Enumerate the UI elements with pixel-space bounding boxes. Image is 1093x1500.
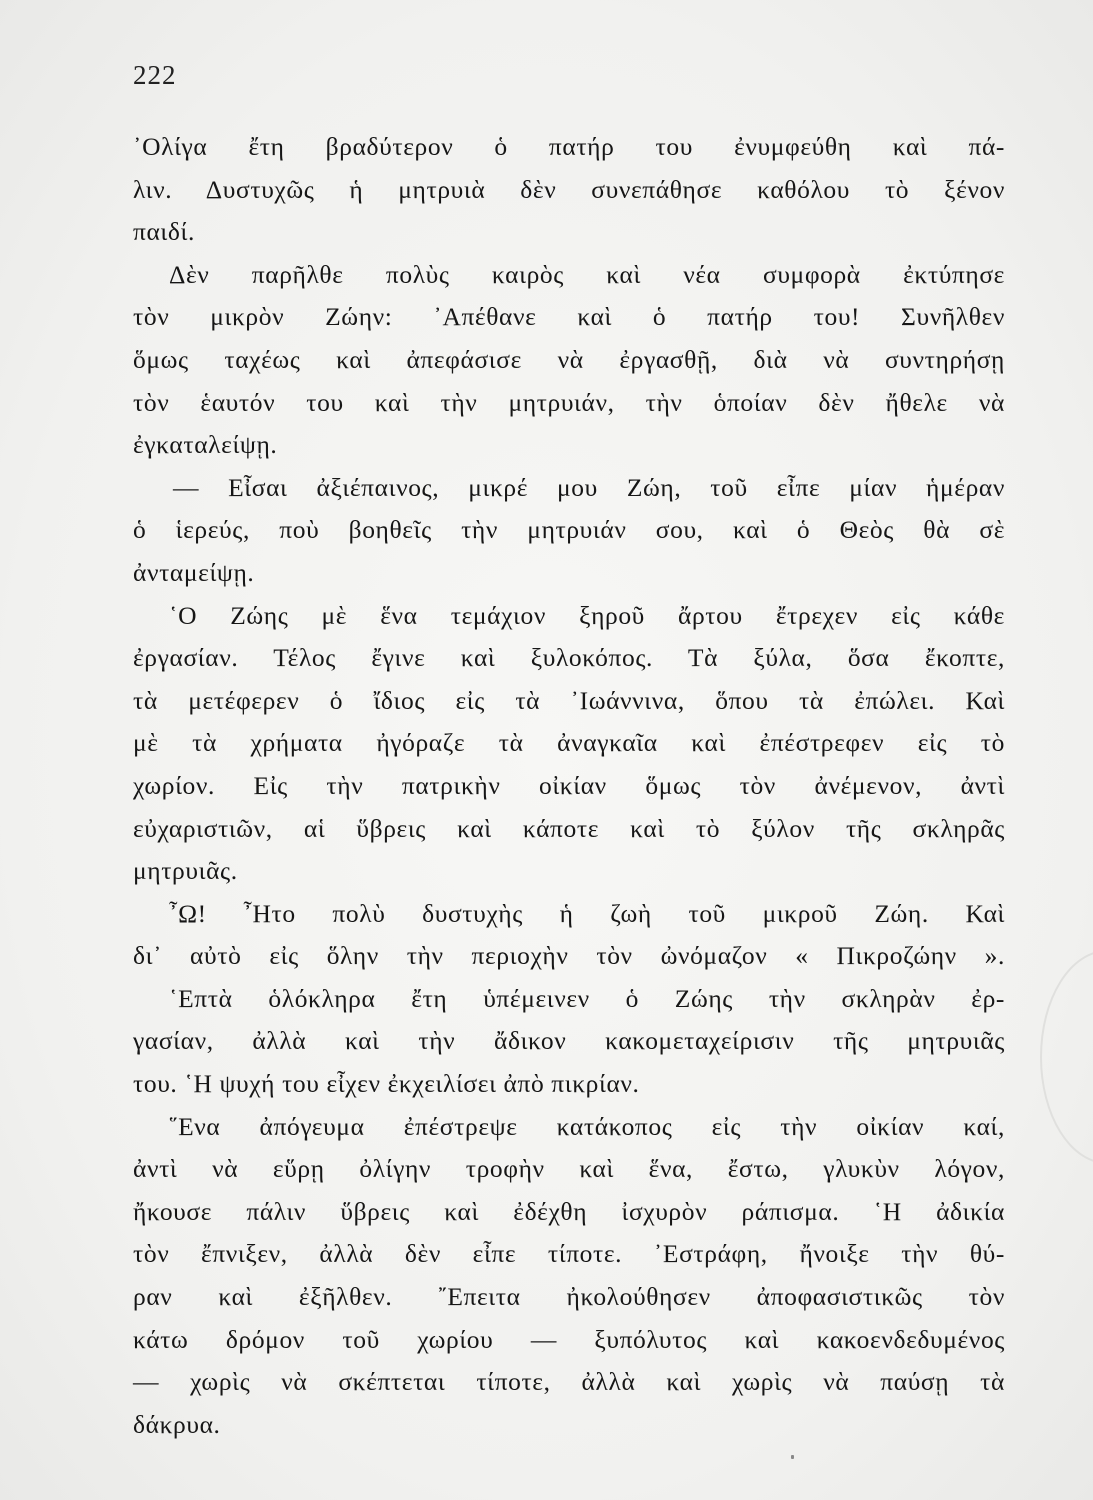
text-line: ᾿Ολίγα ἔτη βραδύτερον ὁ πατήρ του ἐνυμφεύθη καὶ πά-	[133, 132, 1005, 161]
text-line: παιδί.	[133, 217, 195, 247]
text-line: ἐγκαταλείψῃ.	[133, 430, 278, 460]
text-line: χωρίον. Εἰς τὴν πατρικὴν οἰκίαν ὅμως τὸν ἀνέμενον, ἀντὶ	[133, 770, 1005, 800]
text-line: — χωρὶς νὰ σκέπτεται τίποτε, ἀλλὰ καὶ χωρὶς νὰ παύσῃ τὰ	[133, 1367, 1005, 1397]
text-line: δάκρυα.	[133, 1409, 221, 1439]
text-line: μὲ τὰ χρήματα ἠγόραζε τὰ ἀναγκαῖα καὶ ἐπέστρεφεν εἰς τὸ	[133, 728, 1005, 758]
text-line: ἤκουσε πάλιν ὕβρεις καὶ ἐδέχθη ἰσχυρὸν ράπισμα. ῾Η ἀδικία	[133, 1196, 1005, 1226]
text-line: κάτω δρόμον τοῦ χωρίου — ξυπόλυτος καὶ κακοενδεδυμένος	[133, 1324, 1005, 1354]
text-line: μητρυιᾶς.	[133, 856, 238, 886]
text-line: γασίαν, ἀλλὰ καὶ τὴν ἄδικον κακομεταχείρισιν τῆς μητρυιᾶς	[133, 1026, 1005, 1056]
text-line: τὸν ἑαυτόν του καὶ τὴν μητρυιάν, τὴν ὁποίαν δὲν ἤθελε νὰ	[133, 387, 1005, 417]
text-line: λιν. Δυστυχῶς ἡ μητρυιὰ δὲν συνεπάθησε καθόλου τὸ ξένον	[133, 174, 1005, 204]
text-line: ἀντὶ νὰ εὕρῃ ὀλίγην τροφὴν καὶ ἕνα, ἔστω, γλυκὺν λόγον,	[133, 1154, 1005, 1184]
text-line: ἐργασίαν. Τέλος ἔγινε καὶ ξυλοκόπος. Τὰ ξύλα, ὅσα ἔκοπτε,	[133, 643, 1005, 673]
print-speck	[791, 1455, 794, 1459]
text-line: τὸν μικρὸν Ζώην: ᾿Απέθανε καὶ ὁ πατήρ του! Συνῆλθεν	[133, 302, 1005, 332]
text-line: δι᾿ αὐτὸ εἰς ὅλην τὴν περιοχὴν τὸν ὠνόμαζον « Πικροζώην ».	[133, 941, 1005, 971]
text-line: τὸν ἔπνιξεν, ἀλλὰ δὲν εἶπε τίποτε. ᾿Εστράφη, ἤνοιξε τὴν θύ-	[133, 1239, 1005, 1269]
page-number: 222	[133, 60, 177, 90]
text-line: — Εἶσαι ἀξιέπαινος, μικρέ μου Ζώη, τοῦ εἶπε μίαν ἡμέραν	[173, 472, 1005, 502]
text-line: ὅμως ταχέως καὶ ἀπεφάσισε νὰ ἐργασθῇ, διὰ νὰ συντηρήσῃ	[133, 344, 1005, 374]
text-line: Δὲν παρῆλθε πολὺς καιρὸς καὶ νέα συμφορὰ ἐκτύπησε	[169, 259, 1005, 289]
body-text	[133, 126, 1005, 1446]
library-stamp-showthrough	[1040, 950, 1093, 1164]
text-line: εὐχαριστιῶν, αἱ ὕβρεις καὶ κάποτε καὶ τὸ ξύλον τῆς σκληρᾶς	[133, 813, 1005, 843]
text-line: ῞Ενα ἀπόγευμα ἐπέστρεψε κατάκοπος εἰς τὴν οἰκίαν καί,	[169, 1111, 1005, 1141]
text-line: ἀνταμείψῃ.	[133, 557, 255, 587]
text-line: ῾Επτὰ ὁλόκληρα ἔτη ὑπέμεινεν ὁ Ζώης τὴν σκληρὰν ἐρ-	[169, 983, 1005, 1013]
text-line: ὁ ἱερεύς, ποὺ βοηθεῖς τὴν μητρυιάν σου, καὶ ὁ Θεὸς θὰ σὲ	[133, 515, 1005, 545]
text-line: του. ῾Η ψυχή του εἶχεν ἐκχειλίσει ἀπὸ πικρίαν.	[133, 1069, 640, 1099]
text-line: ραν καὶ ἐξῆλθεν. ῎Επειτα ἠκολούθησεν ἀποφασιστικῶς τὸν	[133, 1282, 1005, 1312]
text-line: τὰ μετέφερεν ὁ ἴδιος εἰς τὰ ᾿Ιωάννινα, ὅπου τὰ ἐπώλει. Καὶ	[133, 685, 1005, 715]
text-line: ῾Ο Ζώης μὲ ἕνα τεμάχιον ξηροῦ ἄρτου ἔτρεχεν εἰς κάθε	[169, 600, 1005, 630]
text-line: ῏Ω! ῏Ητο πολὺ δυστυχὴς ἡ ζωὴ τοῦ μικροῦ Ζώη. Καὶ	[169, 898, 1005, 928]
